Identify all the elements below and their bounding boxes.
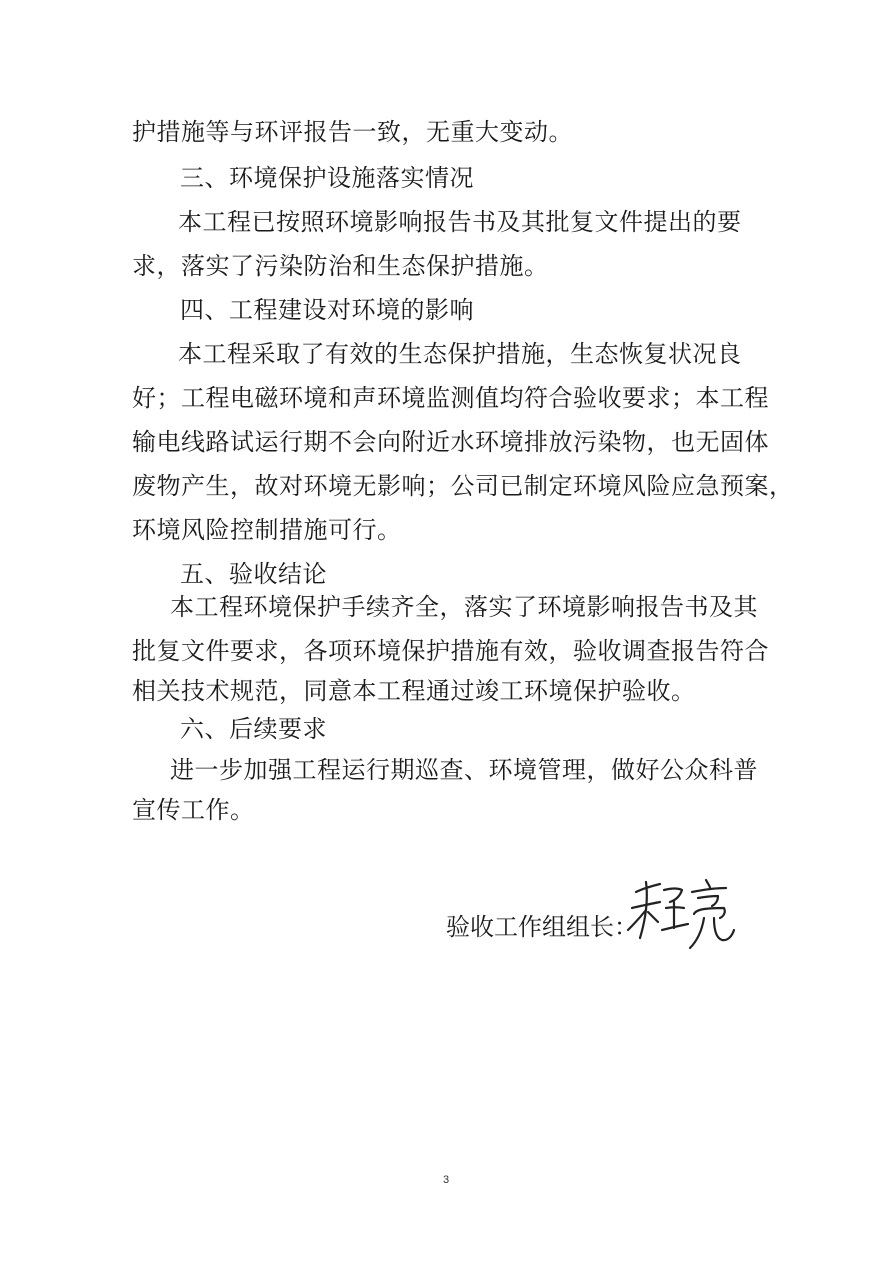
section-heading-5: 五、验收结论 [180,560,327,588]
section-heading-3: 三、环境保护设施落实情况 [180,164,474,192]
paragraph-line: 本工程已按照环境影响报告书及其批复文件提出的要 [178,208,742,236]
paragraph-line: 环境风险控制措施可行。 [132,516,402,544]
paragraph-line: 宣传工作。 [132,796,255,824]
signature-label: 验收工作组组长： [446,913,638,941]
page-number: 3 [442,1174,450,1186]
paragraph-line: 废物产生，故对环境无影响；公司已制定环境风险应急预案， [132,472,794,500]
paragraph-line: 求，落实了污染防治和生态保护措施。 [132,252,549,280]
paragraph-line: 本工程采取了有效的生态保护措施，生态恢复状况良 [178,340,742,368]
paragraph-line: 好；工程电磁环境和声环境监测值均符合验收要求；本工程 [132,384,769,412]
handwritten-signature [626,878,736,954]
paragraph-line: 相关技术规范，同意本工程通过竣工环境保护验收。 [132,677,696,705]
paragraph-line: 护措施等与环评报告一致，无重大变动。 [132,118,573,146]
paragraph-line: 进一步加强工程运行期巡查、环境管理，做好公众科普 [170,756,758,784]
section-heading-6: 六、后续要求 [180,715,327,743]
section-heading-4: 四、工程建设对环境的影响 [180,296,474,324]
paragraph-line: 本工程环境保护手续齐全，落实了环境影响报告书及其 [170,593,758,621]
paragraph-line: 批复文件要求，各项环境保护措施有效，验收调查报告符合 [132,637,769,665]
paragraph-line: 输电线路试运行期不会向附近水环境排放污染物，也无固体 [132,428,769,456]
